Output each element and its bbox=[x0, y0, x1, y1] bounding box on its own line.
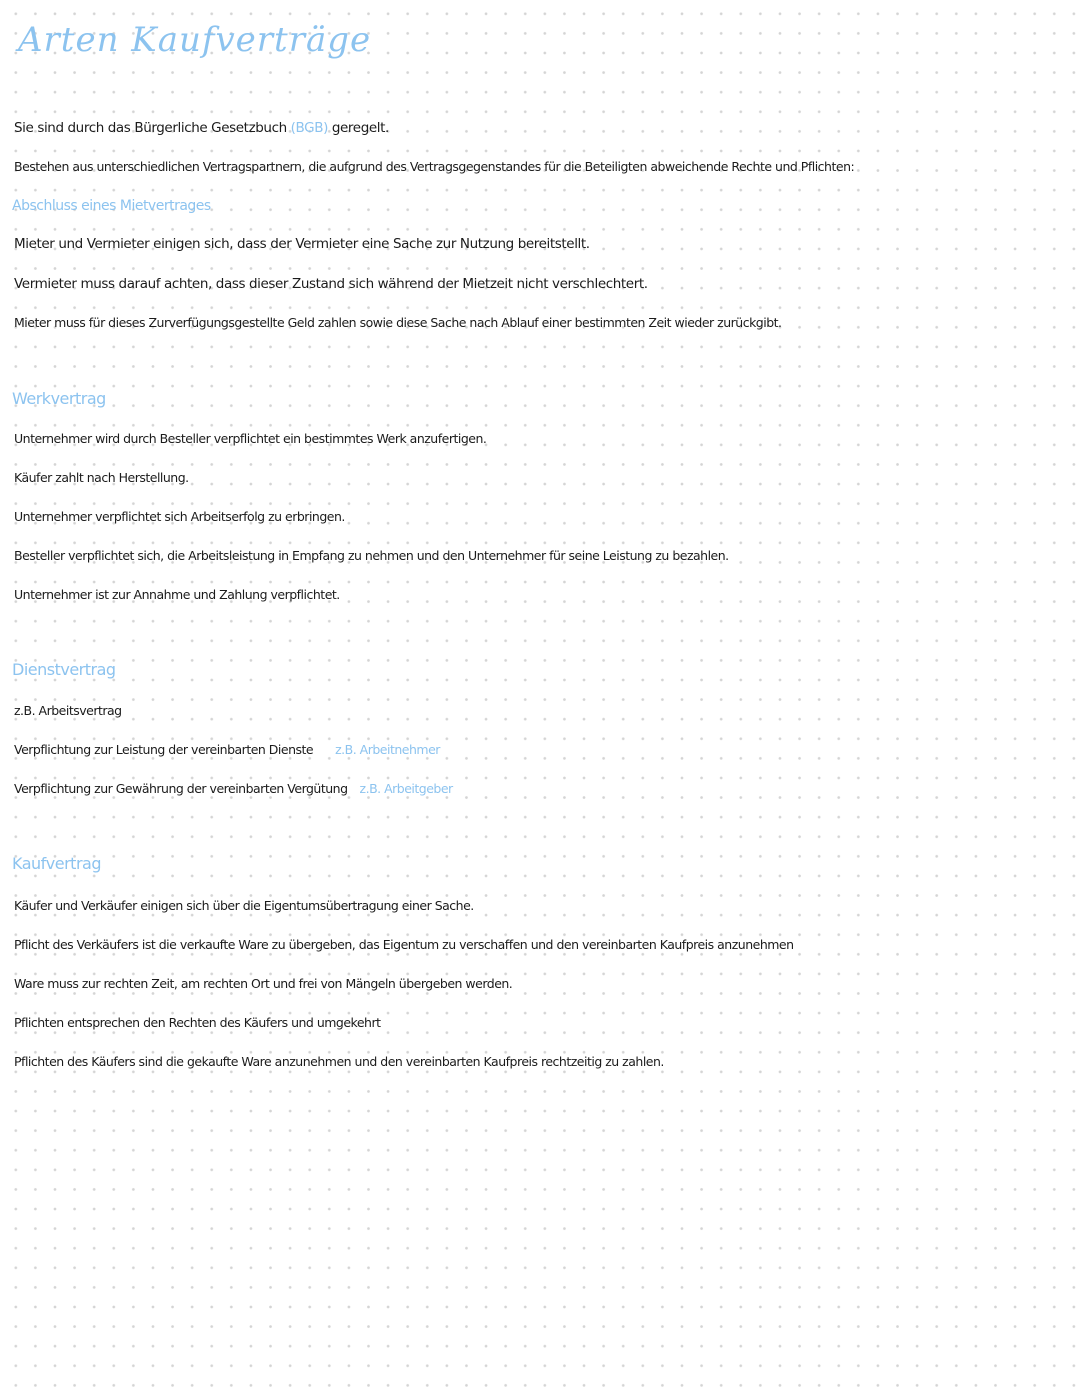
dienstvertrag-line-2 bbox=[14, 779, 453, 799]
dienstvertrag-example: z.B. Arbeitsvertrag bbox=[14, 703, 122, 718]
intro-line-1 bbox=[14, 118, 389, 138]
werkvertrag-line-1: Unternehmer wird durch Besteller verpflichtet ein bestimmtes Werk anzufertigen. bbox=[14, 431, 487, 446]
kaufvertrag-line-3: Ware muss zur rechten Zeit, am rechten Ort und frei von Mängeln übergeben werden. bbox=[14, 976, 513, 991]
mietvertrag-line-2: Vermieter muss darauf achten, dass dieser Zustand sich während der Mietzeit nicht verschlechtert. bbox=[14, 276, 648, 292]
werkvertrag-line-2: Käufer zahlt nach Herstellung. bbox=[14, 470, 189, 485]
page-title: Arten Kaufverträge bbox=[18, 20, 372, 60]
dienstvertrag-line-2-text: Verpflichtung zur Gewährung der vereinbarten Vergütung bbox=[14, 781, 348, 796]
werkvertrag-line-3: Unternehmer verpflichtet sich Arbeitserfolg zu erbringen. bbox=[14, 509, 345, 524]
dienstvertrag-line-1-text: Verpflichtung zur Leistung der vereinbarten Dienste bbox=[14, 742, 314, 757]
werkvertrag-line-5: Unternehmer ist zur Annahme und Zahlung verpflichtet. bbox=[14, 587, 340, 602]
kaufvertrag-line-4: Pflichten entsprechen den Rechten des Käufers und umgekehrt bbox=[14, 1015, 381, 1030]
section-heading-werkvertrag: Werkvertrag bbox=[12, 389, 106, 408]
kaufvertrag-line-2: Pflicht des Verkäufers ist die verkaufte Ware zu übergeben, das Eigentum zu verschaffen und den vereinbarten Kaufpreis anzunehmen bbox=[14, 937, 794, 952]
dienstvertrag-line-1 bbox=[14, 740, 440, 760]
bgb-abbreviation: (BGB) bbox=[290, 120, 328, 136]
intro-line-2: Bestehen aus unterschiedlichen Vertragspartnern, die aufgrund des Vertragsgegenstandes für die Beteiligten abweichende Rechte und Pflichten: bbox=[14, 159, 855, 174]
section-heading-mietvertrag: Abschluss eines Mietvertrages bbox=[12, 198, 211, 214]
mietvertrag-line-1: Mieter und Vermieter einigen sich, dass der Vermieter eine Sache zur Nutzung bereitstellt. bbox=[14, 236, 590, 252]
intro-line-1-end: geregelt. bbox=[331, 120, 389, 136]
dienstvertrag-line-2-note: z.B. Arbeitgeber bbox=[359, 781, 453, 796]
section-heading-dienstvertrag: Dienstvertrag bbox=[12, 660, 116, 679]
dienstvertrag-line-1-note: z.B. Arbeitnehmer bbox=[335, 742, 440, 757]
kaufvertrag-line-5: Pflichten des Käufers sind die gekaufte Ware anzunehmen und den vereinbarten Kaufpreis rechtzeitig zu zahlen. bbox=[14, 1054, 664, 1069]
mietvertrag-line-3: Mieter muss für dieses Zurverfügungsgestellte Geld zahlen sowie diese Sache nach Ablauf einer bestimmten Zeit wieder zurückgibt. bbox=[14, 315, 782, 330]
intro-line-1-text: Sie sind durch das Bürgerliche Gesetzbuch bbox=[14, 120, 287, 136]
section-heading-kaufvertrag: Kaufvertrag bbox=[12, 854, 101, 873]
werkvertrag-line-4: Besteller verpflichtet sich, die Arbeitsleistung in Empfang zu nehmen und den Unternehmer für seine Leistung zu bezahlen. bbox=[14, 548, 729, 563]
kaufvertrag-line-1: Käufer und Verkäufer einigen sich über die Eigentumsübertragung einer Sache. bbox=[14, 898, 474, 913]
